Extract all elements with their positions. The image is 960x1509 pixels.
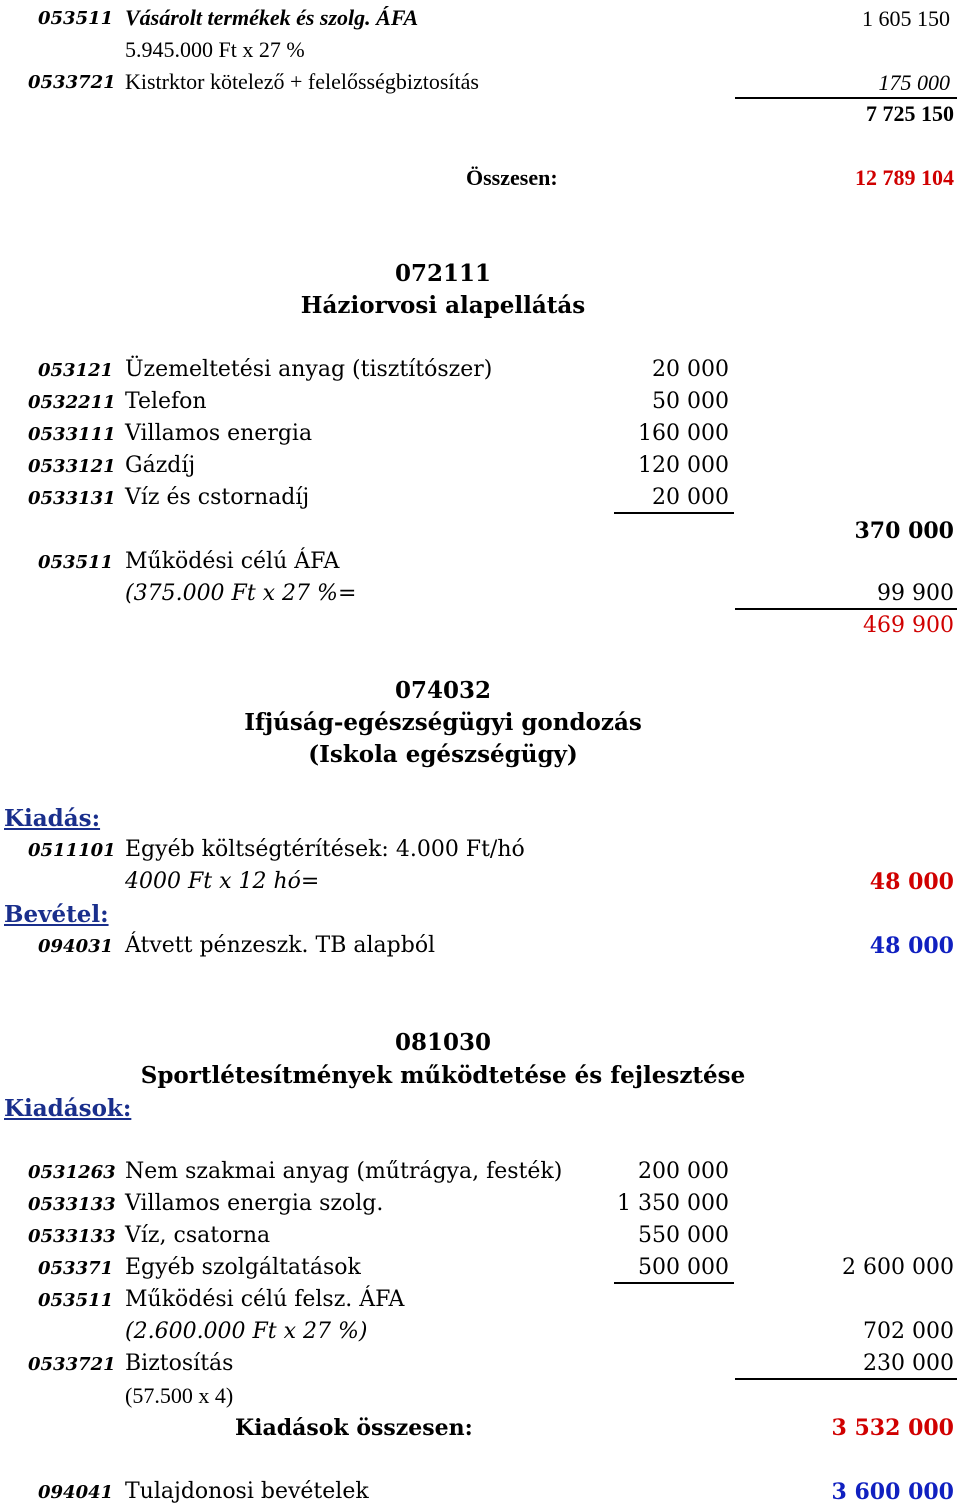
row-value: 200 000 xyxy=(638,1159,729,1184)
row-code: 0533133 xyxy=(28,1194,116,1215)
row-code: 0531263 xyxy=(28,1162,116,1183)
row-value: 20 000 xyxy=(652,485,729,510)
row-code: 0533131 xyxy=(28,488,116,509)
sum-line xyxy=(614,512,734,514)
row-value: 702 000 xyxy=(863,1319,954,1344)
row-code: 0533721 xyxy=(28,1354,116,1375)
total-label: Összesen: xyxy=(466,165,558,190)
row-label: Víz, csatorna xyxy=(125,1223,271,1248)
row-label: Villamos energia xyxy=(125,421,313,446)
row-code: 053121 xyxy=(38,360,114,381)
row-value: 48 000 xyxy=(869,869,954,895)
row-value: 160 000 xyxy=(638,421,729,446)
row-value: 99 900 xyxy=(877,581,954,606)
row-value: 500 000 xyxy=(638,1255,729,1280)
row-label: Kistrktor kötelező + felelősségbiztosítás xyxy=(125,69,479,94)
row-label: Működési célú ÁFA xyxy=(125,549,340,574)
row-label: Vásárolt termékek és szolg. ÁFA xyxy=(125,5,419,30)
row-label: Telefon xyxy=(125,389,207,414)
row-code: 0532211 xyxy=(28,392,116,413)
row-code: 0533133 xyxy=(28,1226,116,1247)
section-code: 074032 xyxy=(394,677,492,704)
row-value: 1 605 150 xyxy=(862,6,950,31)
row-value: 48 000 xyxy=(869,933,954,959)
kiadas-heading: Kiadás: xyxy=(4,805,101,832)
row-value: 3 600 000 xyxy=(831,1479,954,1505)
row-value: 550 000 xyxy=(638,1223,729,1248)
row-label: Víz és cstornadíj xyxy=(125,485,310,510)
section-code: 072111 xyxy=(394,260,492,287)
row-value: 20 000 xyxy=(652,357,729,382)
row-label: Egyéb költségtérítések: 4.000 Ft/hó xyxy=(125,837,525,862)
total-value: 12 789 104 xyxy=(855,165,954,190)
row-label: Tulajdonosi bevételek xyxy=(125,1479,369,1504)
section-title: Ifjúság-egészségügyi gondozás xyxy=(244,709,642,736)
total-value: 3 532 000 xyxy=(831,1415,954,1441)
row-sum-value: 2 600 000 xyxy=(842,1255,954,1280)
sum-line xyxy=(735,608,957,610)
total-value: 469 900 xyxy=(863,613,954,638)
row-sub: (57.500 x 4) xyxy=(125,1383,234,1408)
row-code: 094031 xyxy=(38,936,114,957)
row-label: Gázdíj xyxy=(125,453,196,478)
row-label: Működési célú felsz. ÁFA xyxy=(125,1287,405,1312)
total-label: Kiadások összesen: xyxy=(235,1415,473,1441)
row-code: 053511 xyxy=(38,8,114,29)
row-label: Villamos energia szolg. xyxy=(125,1191,384,1216)
sum-line xyxy=(735,1378,957,1380)
row-sub: (375.000 Ft x 27 %= xyxy=(125,581,357,606)
row-value: 120 000 xyxy=(638,453,729,478)
row-code: 0533121 xyxy=(28,456,116,477)
row-label: Egyéb szolgáltatások xyxy=(125,1255,361,1280)
sum-line xyxy=(735,97,957,99)
subtotal-value: 7 725 150 xyxy=(866,101,954,126)
row-code: 0533721 xyxy=(28,72,116,93)
row-code: 053371 xyxy=(38,1258,114,1279)
row-value: 1 350 000 xyxy=(617,1191,729,1216)
row-value: 175 000 xyxy=(878,70,950,95)
bevetel-heading: Bevétel: xyxy=(4,901,109,928)
section-title: Háziorvosi alapellátás xyxy=(300,292,586,319)
row-sub: 4000 Ft x 12 hó= xyxy=(125,869,320,894)
row-value: 50 000 xyxy=(652,389,729,414)
row-label: Átvett pénzeszk. TB alapból xyxy=(125,933,436,958)
row-label: Üzemeltetési anyag (tisztítószer) xyxy=(125,357,493,382)
row-label: Nem szakmai anyag (műtrágya, festék) xyxy=(125,1159,563,1184)
section-code: 081030 xyxy=(394,1029,492,1056)
row-code: 0533111 xyxy=(28,424,116,445)
row-code: 094041 xyxy=(38,1482,114,1503)
row-code: 053511 xyxy=(38,552,114,573)
subtotal-value: 370 000 xyxy=(854,518,954,544)
kiadasok-heading: Kiadások: xyxy=(4,1095,132,1122)
row-value: 230 000 xyxy=(863,1351,954,1376)
row-sub: 5.945.000 Ft x 27 % xyxy=(125,37,305,62)
section-subtitle: (Iskola egészségügy) xyxy=(308,741,578,768)
row-label: Biztosítás xyxy=(125,1351,234,1376)
row-code: 0511101 xyxy=(28,840,116,861)
row-sub: (2.600.000 Ft x 27 %) xyxy=(125,1319,368,1344)
section-title: Sportlétesítmények működtetése és fejlesztése xyxy=(140,1062,746,1089)
sum-line xyxy=(614,1282,734,1284)
row-code: 053511 xyxy=(38,1290,114,1311)
